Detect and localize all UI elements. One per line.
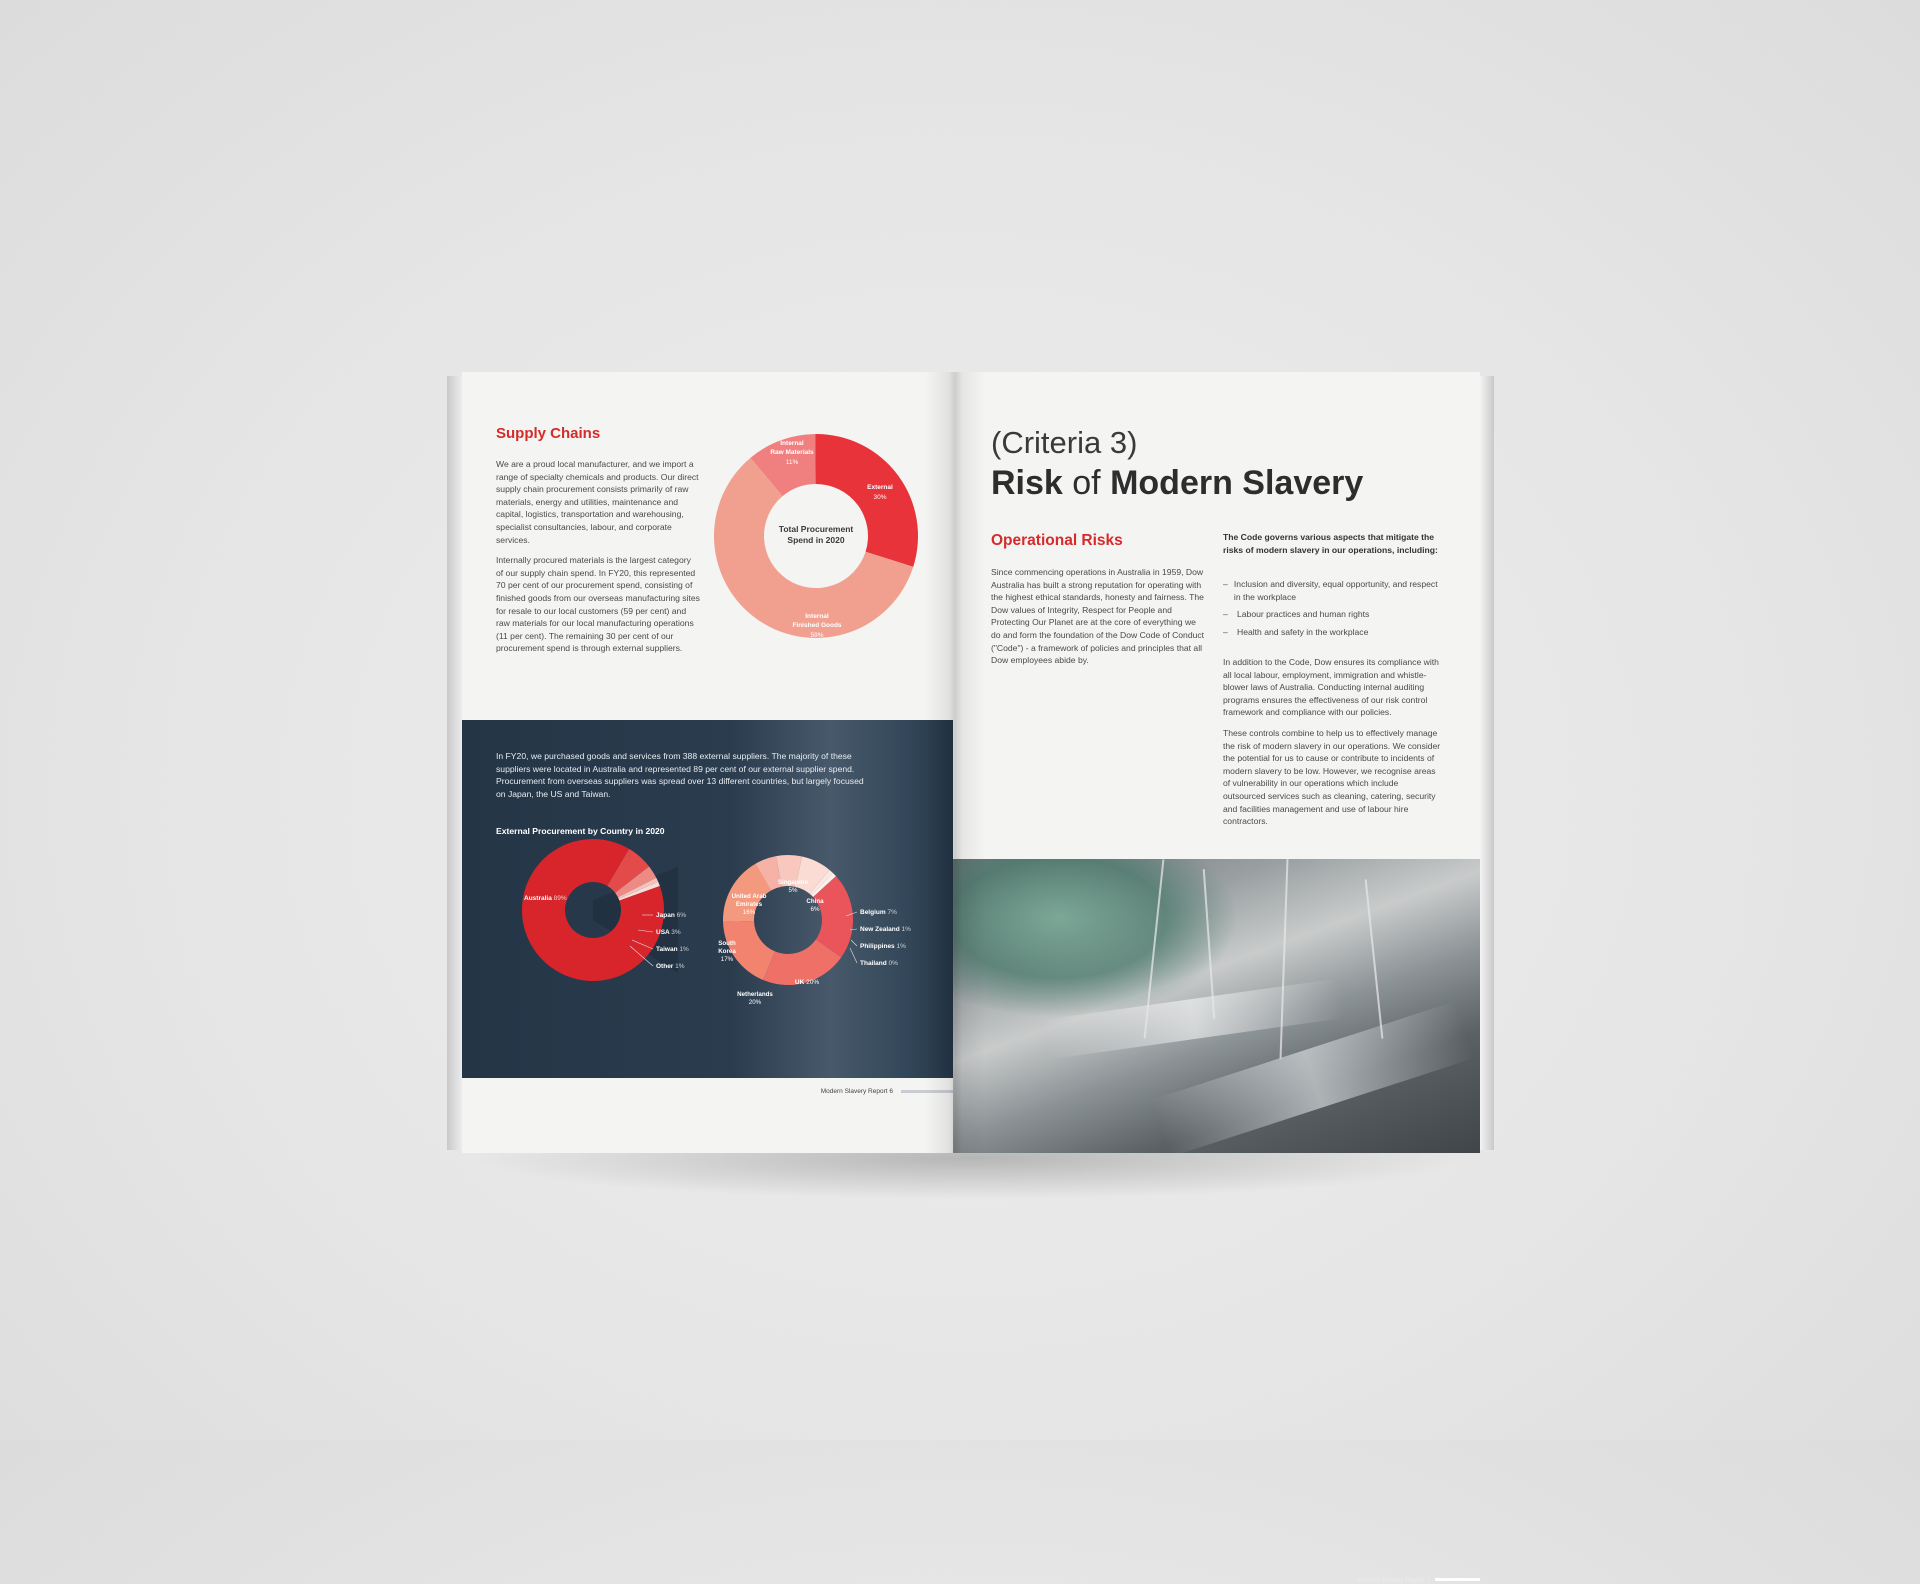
right-page-stack	[1480, 376, 1494, 1150]
code-lead-text: The Code governs various aspects that mitigate the risks of modern slavery in our operations, including:	[1223, 532, 1438, 555]
left-footer: Modern Slavery Report 6	[820, 1088, 893, 1095]
china-value: 6%	[810, 906, 820, 913]
usa-label: USA 3%	[656, 929, 681, 936]
uae-label-1: United Arab	[731, 893, 767, 900]
donut1-center-title-line2: Spend in 2020	[787, 535, 845, 545]
intro-paragraph-1: We are a proud local manufacturer, and we import a range of specialty chemicals and products. Our direct supply chain procurement consists primarily of raw materials, energy and utilities, maintenance and capital, logistics, transportation and warehousing, specialist consultancies, labour, and corporate services.	[496, 459, 699, 545]
left-footer-bar	[901, 1090, 953, 1093]
netherlands-label: Netherlands	[737, 991, 773, 998]
code-paragraph-2: These controls combine to help us to effectively manage the risk of modern slavery in our operations. We consider the potential for us to cause or contribute to incidents of modern slavery to be low. However, we recognise areas of vulnerability in our operations which include outsourced services such as cleaning, catering, security and facilities management and use of labour hire contractors.	[1223, 727, 1441, 827]
of-word: of	[1062, 464, 1111, 502]
south-korea-label-2: Korea	[718, 948, 736, 955]
risk-word: Risk	[991, 464, 1063, 502]
singapore-label: Singapore	[777, 879, 809, 886]
donut1-label-raw-2: Raw Materials	[770, 449, 814, 456]
donut1-label-finished-1: Internal	[805, 613, 829, 620]
panel-paragraph: In FY20, we purchased goods and services from 388 external suppliers. The majority of these suppliers were located in Australia and represented 89 per cent of our external supplier spend. Procurement from overseas suppliers was spread over 13 different countries, but largely focused on Japan, the US and Taiwan.	[496, 751, 864, 799]
uae-label-2: Emirates	[735, 901, 763, 908]
uk-label: UK 20%	[794, 979, 820, 986]
south-korea-value: 17%	[720, 956, 734, 963]
code-paragraph-1: In addition to the Code, Dow ensures its compliance with all local labour, employment, immigration and whistle-blower laws of Australia. Conducting internal auditing programs ensures the effectiveness of our risk control framework and compliance with our policies.	[1223, 657, 1439, 718]
left-page	[462, 372, 953, 1153]
right-footer-bar	[1435, 1578, 1480, 1581]
total-procurement-slice-external	[815, 434, 918, 567]
total-procurement-donut-chart	[462, 372, 953, 720]
donut1-center-title-line1: Total Procurement	[778, 524, 854, 534]
section-title-supply-chains: Supply Chains	[496, 425, 601, 442]
bullet-item: – Inclusion and diversity, equal opportunity, and respect in the workplace	[1223, 579, 1438, 602]
intro-paragraph-2: Internally procured materials is the largest category of our supply chain spend. In FY20, this represented 70 per cent of our procurement spend, consisting of finished goods from our overseas manufacturing sites for resale to our local customers (59 per cent) and raw materials for our local manufacturing operations (11 per cent). The remaining 30 per cent of our procurement spend is through external suppliers.	[496, 555, 700, 654]
bullet-item: – Health and safety in the workplace	[1223, 626, 1369, 637]
operational-risks-title: Operational Risks	[991, 532, 1123, 549]
laboratory-photo	[953, 859, 1480, 1584]
operational-risks-text: Since commencing operations in Australia in 1959, Dow Australia has built a strong reputation for operating with the highest ethical standards, honesty and fairness. The Dow values of Integrity, Respect for People and Protecting Our Planet are at the core of everything we do and form the foundation of the Dow Code of Conduct ("Code") - a framework of policies and principles that all Dow employees abide by.	[991, 567, 1205, 666]
new-zealand-label: New Zealand 1%	[860, 926, 911, 933]
donut1-label-raw-value: 11%	[785, 459, 799, 466]
japan-label: Japan 6%	[656, 912, 686, 919]
code-body-text	[1223, 656, 1443, 836]
modern-slavery-words: Modern Slavery	[1110, 464, 1364, 502]
right-page	[953, 372, 1480, 1584]
donut1-label-external: External	[867, 484, 893, 491]
country-donut-charts	[462, 720, 953, 1078]
code-bullets	[1223, 578, 1443, 638]
belgium-label: Belgium 7%	[860, 909, 897, 916]
donut1-label-finished-value: 59%	[810, 632, 824, 639]
bullet-item: – Labour practices and human rights	[1223, 609, 1370, 620]
netherlands-value: 20%	[748, 999, 762, 1006]
donut1-label-external-value: 30%	[873, 494, 887, 501]
south-korea-label-1: South	[718, 940, 736, 947]
panel-chart-title: External Procurement by Country in 2020	[496, 826, 665, 836]
external-procurement-panel	[462, 720, 953, 1078]
singapore-value: 5%	[788, 887, 798, 894]
thailand-label: Thailand 0%	[860, 960, 898, 967]
other-label: Other 1%	[656, 963, 685, 970]
donut1-label-finished-2: Finished Goods	[792, 622, 842, 629]
uae-value: 16%	[742, 909, 756, 916]
risk-heading	[991, 464, 1363, 503]
taiwan-label: Taiwan 1%	[656, 946, 689, 953]
china-label: China	[806, 898, 824, 905]
right-footer: Modern Slavery Report 7	[1358, 1577, 1431, 1584]
criteria-heading: (Criteria 3)	[991, 425, 1138, 460]
philippines-label: Philippines 1%	[860, 943, 906, 950]
donut1-label-raw-1: Internal	[780, 440, 804, 447]
australia-label: Australia 89%	[524, 895, 567, 902]
